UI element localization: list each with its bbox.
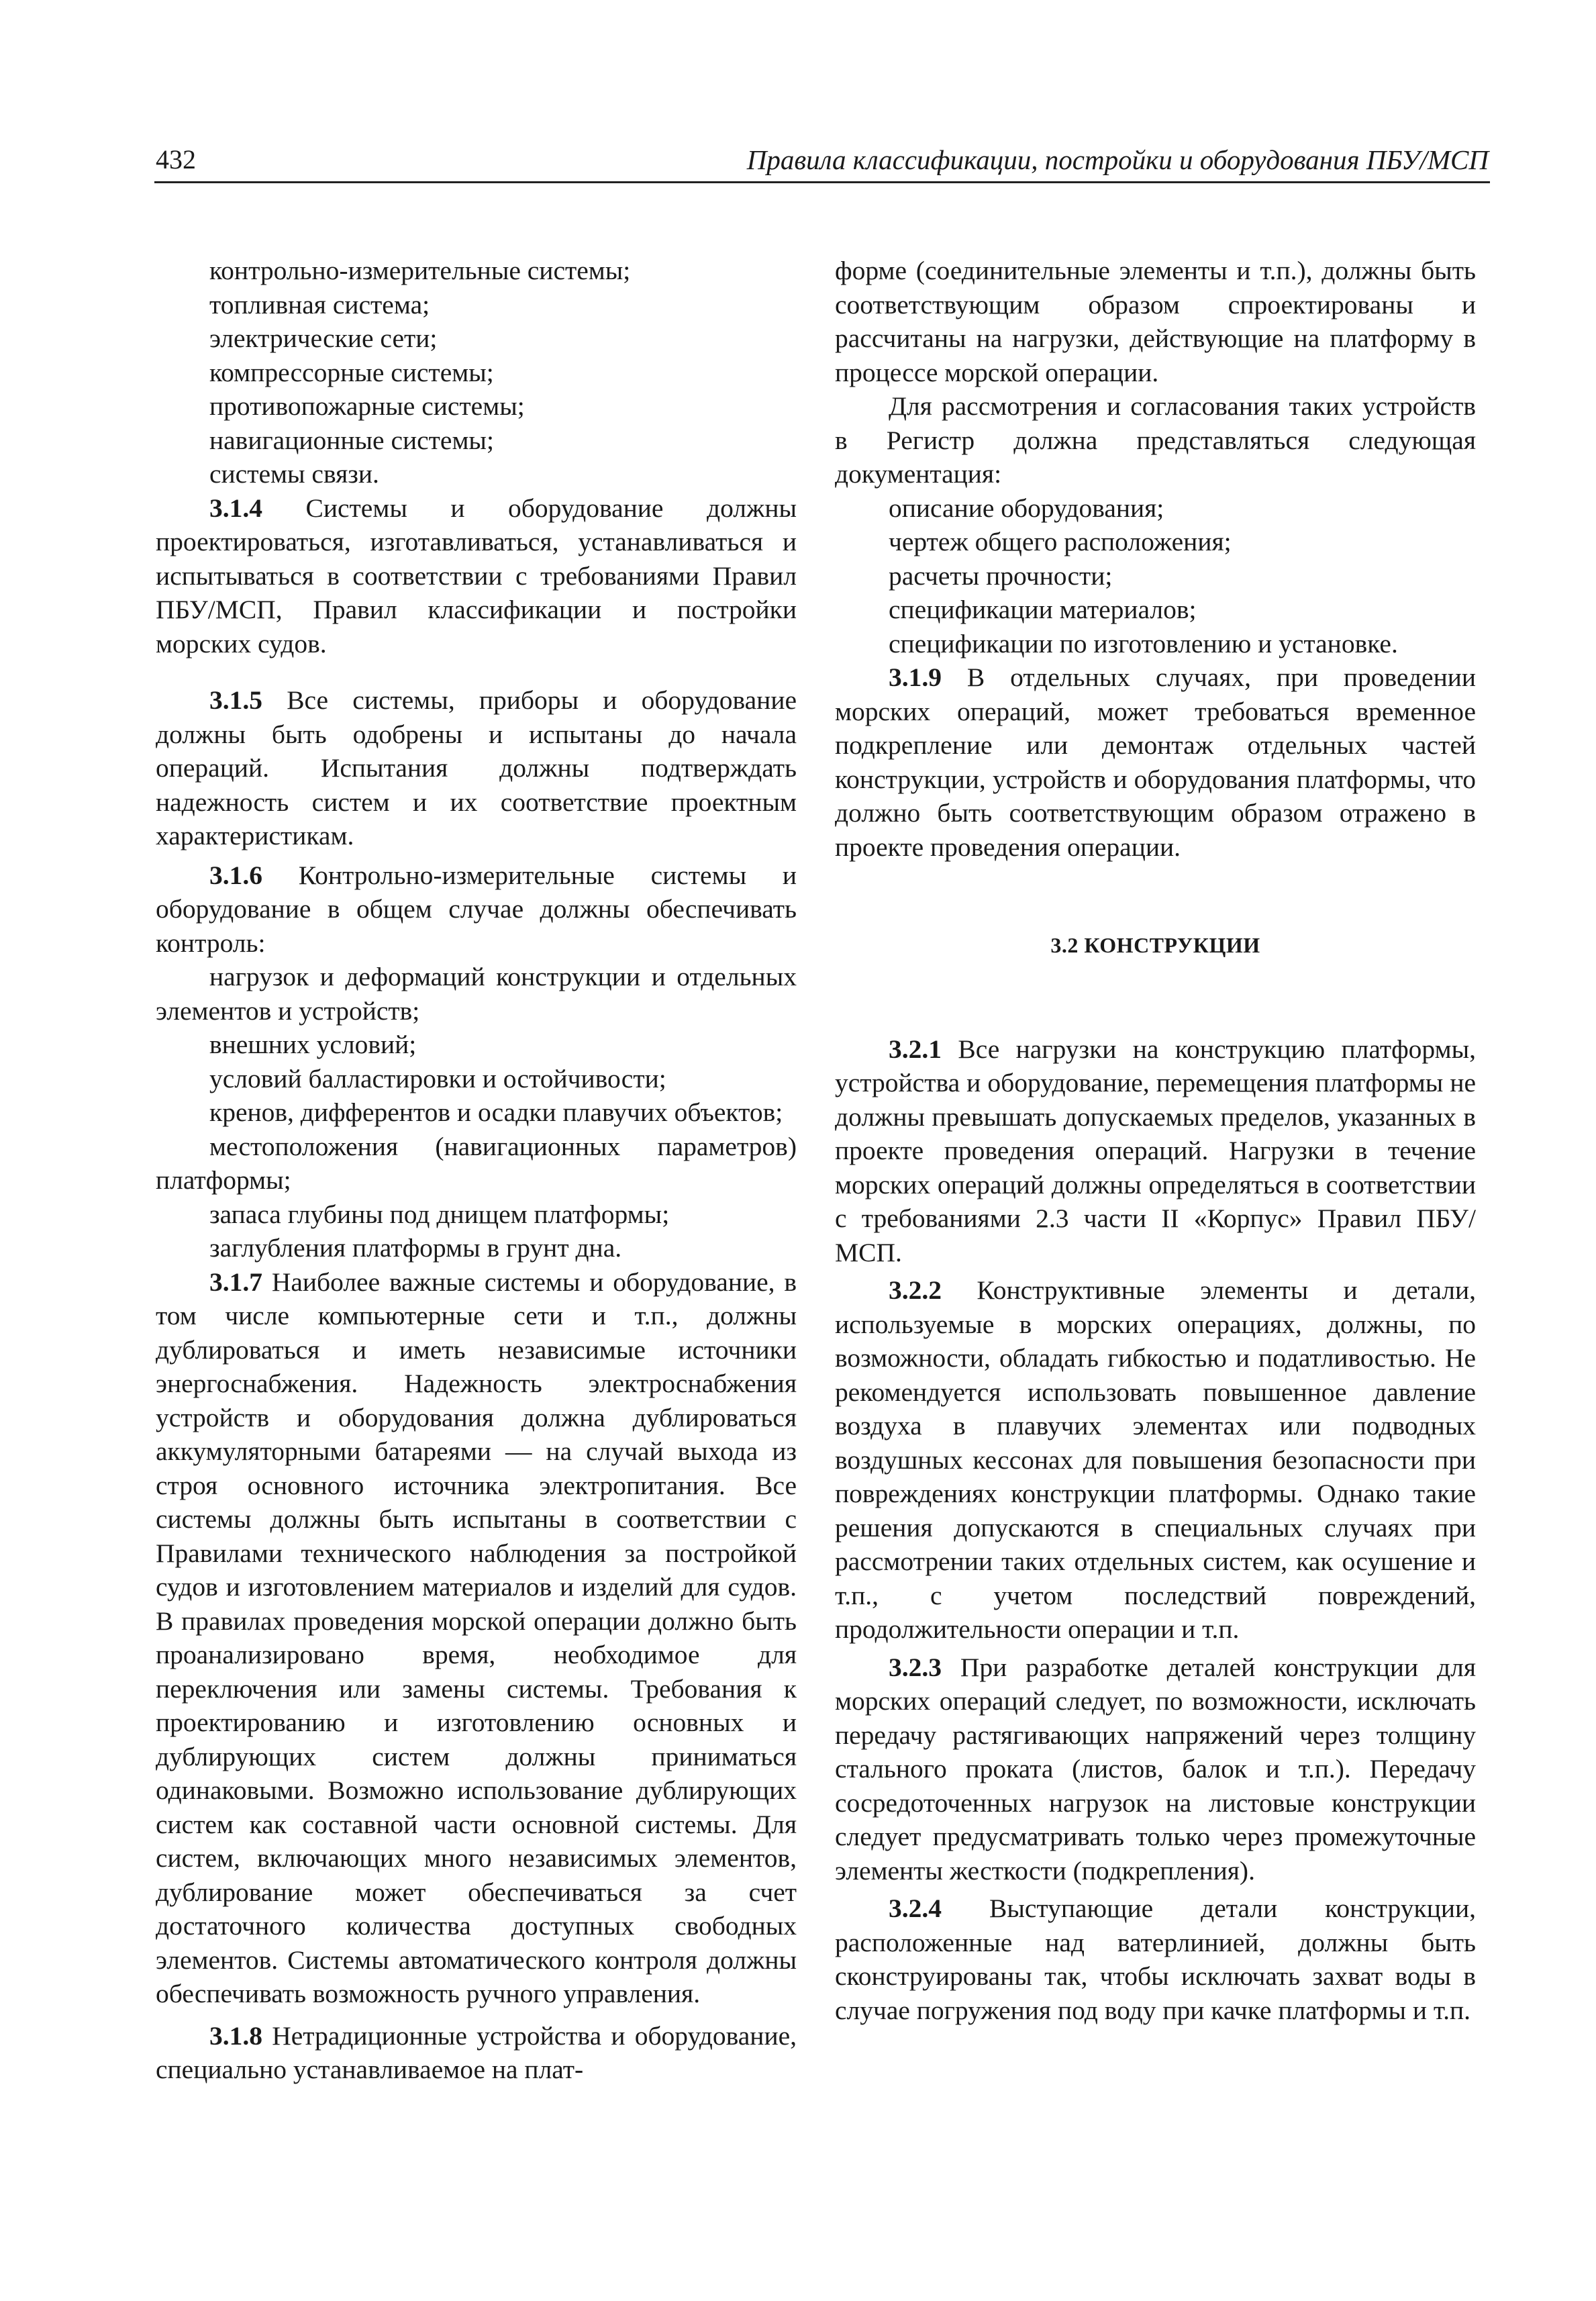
paragraph-3-2-2: [835, 1273, 1476, 1647]
clause-number: 3.2.3: [889, 1652, 942, 1682]
clause-number: 3.1.9: [889, 663, 942, 692]
paragraph-3-2-1: [835, 1032, 1476, 1270]
left-column: [156, 254, 797, 2087]
list-item: описание оборудования;: [889, 493, 1164, 523]
list-item: местоположения (навигационных параметров) платформы;: [156, 1131, 797, 1195]
clause-number: 3.1.6: [209, 860, 262, 890]
clause-text: Контрольно-измерительные системы и оборудование в общем случае должны обеспечивать контроль:: [156, 860, 797, 958]
list-item: компрессорные системы;: [209, 357, 494, 387]
list-item: противопожарные системы;: [209, 391, 525, 421]
clause-text: Конструктивные элементы и детали, используемые в морских операциях, должны, по возможности, обладать гибкостью и податливостью. Не рекомендуется использовать повышенное давление воздуха в плавучих элементах или подводных воздушных кессонах для повышения безопасности при повреждениях конструкции платформы. Однако такие решения допускаются в специальных случаях при рассмотрении таких отдельных систем, как осушение и т.п., с учетом последствий повреждений, продолжительности операции и т.п.: [835, 1275, 1476, 1644]
paragraph-3-1-8-continued: форме (соединительные элементы и т.п.), должны быть соответствующим образом спроектированы и рассчитаны на нагрузки, действующие на платформу в процессе морской операции.: [835, 256, 1476, 387]
paragraph-3-1-8: [156, 2019, 797, 2087]
section-title: 3.2 КОНСТРУКЦИИ: [1050, 933, 1260, 957]
list-item: запаса глубины под днищем платформы;: [209, 1199, 670, 1229]
clause-text: Все нагрузки на конструкцию платформы, устройства и оборудование, перемещения платформы не должны превышать допускаемых пределов, указанных в проекте проведения операций. Нагрузки в течение морских операций должны определяться в соответствии с требованиями 2.3 части II «Корпус» Правил ПБУ/МСП.: [835, 1034, 1476, 1267]
list-item: кренов, дифферентов и осадки плавучих объектов;: [209, 1097, 783, 1127]
clause-text: Выступающие детали конструкции, расположенные над ватерлинией, должны быть сконструированы так, чтобы исключать захват воды в случае погружения под воду при качке платформы и т.п.: [835, 1894, 1476, 2025]
clause-number: 3.1.7: [209, 1267, 262, 1297]
list-item: чертеж общего расположения;: [889, 527, 1232, 556]
clause-number: 3.2.4: [889, 1894, 942, 1923]
paragraph-3-1-7: [156, 1265, 797, 2011]
paragraph-documentation: Для рассмотрения и согласования таких устройств в Регистр должна представляться следующая документация:: [835, 391, 1476, 489]
list-item: системы связи.: [209, 459, 379, 489]
list-item: навигационные системы;: [209, 425, 494, 455]
list-item: заглубления платформы в грунт дна.: [209, 1233, 622, 1263]
list-item: спецификации материалов;: [889, 595, 1197, 624]
paragraph-3-1-5: [156, 683, 797, 853]
clause-text: При разработке деталей конструкции для морских операций следует, по возможности, исключать передачу растягивающих напряжений через толщину стального проката (листов, балок и т.п.). Передачу сосредоточенных нагрузок на листовые конструкции следует предусматривать только через промежуточные элементы жесткости (подкрепления).: [835, 1652, 1476, 1886]
list-item: условий балластировки и остойчивости;: [209, 1063, 666, 1093]
clause-text: Нетрадиционные устройства и оборудование, специально устанавливаемое на плат-: [156, 2020, 797, 2084]
clause-text: Системы и оборудование должны проектироваться, изготавливаться, устанавливаться и испытываться в соответствии с требованиями Правил ПБУ/МСП, Правил классификации и постройки морских судов.: [156, 493, 797, 658]
list-item: спецификации по изготовлению и установке.: [889, 628, 1398, 658]
clause-text: В отдельных случаях, при проведении морских операций, может требоваться временное подкрепление или демонтаж отдельных частей конструкции, устройств и оборудования платформы, что должно быть соответствующим образом отражено в проекте проведения операции.: [835, 663, 1476, 862]
clause-number: 3.2.1: [889, 1034, 942, 1064]
list-item: расчеты прочности;: [889, 560, 1113, 591]
running-title: Правила классификации, постройки и оборудования ПБУ/МСП: [746, 144, 1489, 175]
paragraph-3-2-4: [835, 1892, 1476, 2027]
clause-text: Все системы, приборы и оборудование должны быть одобрены и испытаны до начала операций. Испытания должны подтверждать надежность систем и их соответствие проектным характеристикам.: [156, 685, 797, 850]
page-header: [154, 140, 1490, 183]
paragraph-3-1-4: [156, 491, 797, 661]
list-item: внешних условий;: [209, 1030, 417, 1059]
clause-number: 3.1.5: [209, 685, 262, 715]
list-item: контрольно-измерительные системы;: [209, 256, 631, 285]
paragraph-3-1-6: [156, 859, 797, 961]
list-item: топливная система;: [209, 289, 430, 320]
page-number: 432: [156, 144, 196, 175]
paragraph-3-1-9: [835, 660, 1476, 864]
list-item: нагрузок и деформаций конструкции и отдельных элементов и устройств;: [156, 962, 797, 1026]
right-column: [835, 254, 1476, 2027]
clause-text: Наиболее важные системы и оборудование, в том числе компьютерные сети и т.п., должны дублироваться и иметь независимые источники энергоснабжения. Надежность электроснабжения устройств и оборудования должна дублироваться аккумуляторными батареями — на случай выхода из строя основного источника электропитания. Все системы должны быть испытаны в соответствии с Правилами технического наблюдения за постройкой судов и изготовлением материалов и изделий для судов. В правилах проведения морской операции должно быть проанализировано время, необходимое для переключения или замены системы. Требования к проектированию и изготовлению основных и дублирующих систем должны приниматься одинаковыми. Возможно использование дублирующих систем как составной части основной системы. Для систем, включающих много независимых элементов, дублирование может обеспечиваться за счет достаточного количества доступных свободных элементов. Системы автоматического контроля должны обеспечивать возможность ручного управления.: [156, 1267, 797, 2008]
list-item: электрические сети;: [209, 324, 438, 353]
clause-number: 3.1.8: [209, 2020, 262, 2051]
paragraph-3-2-3: [835, 1651, 1476, 1888]
clause-number: 3.1.4: [209, 493, 262, 523]
clause-number: 3.2.2: [889, 1275, 942, 1305]
